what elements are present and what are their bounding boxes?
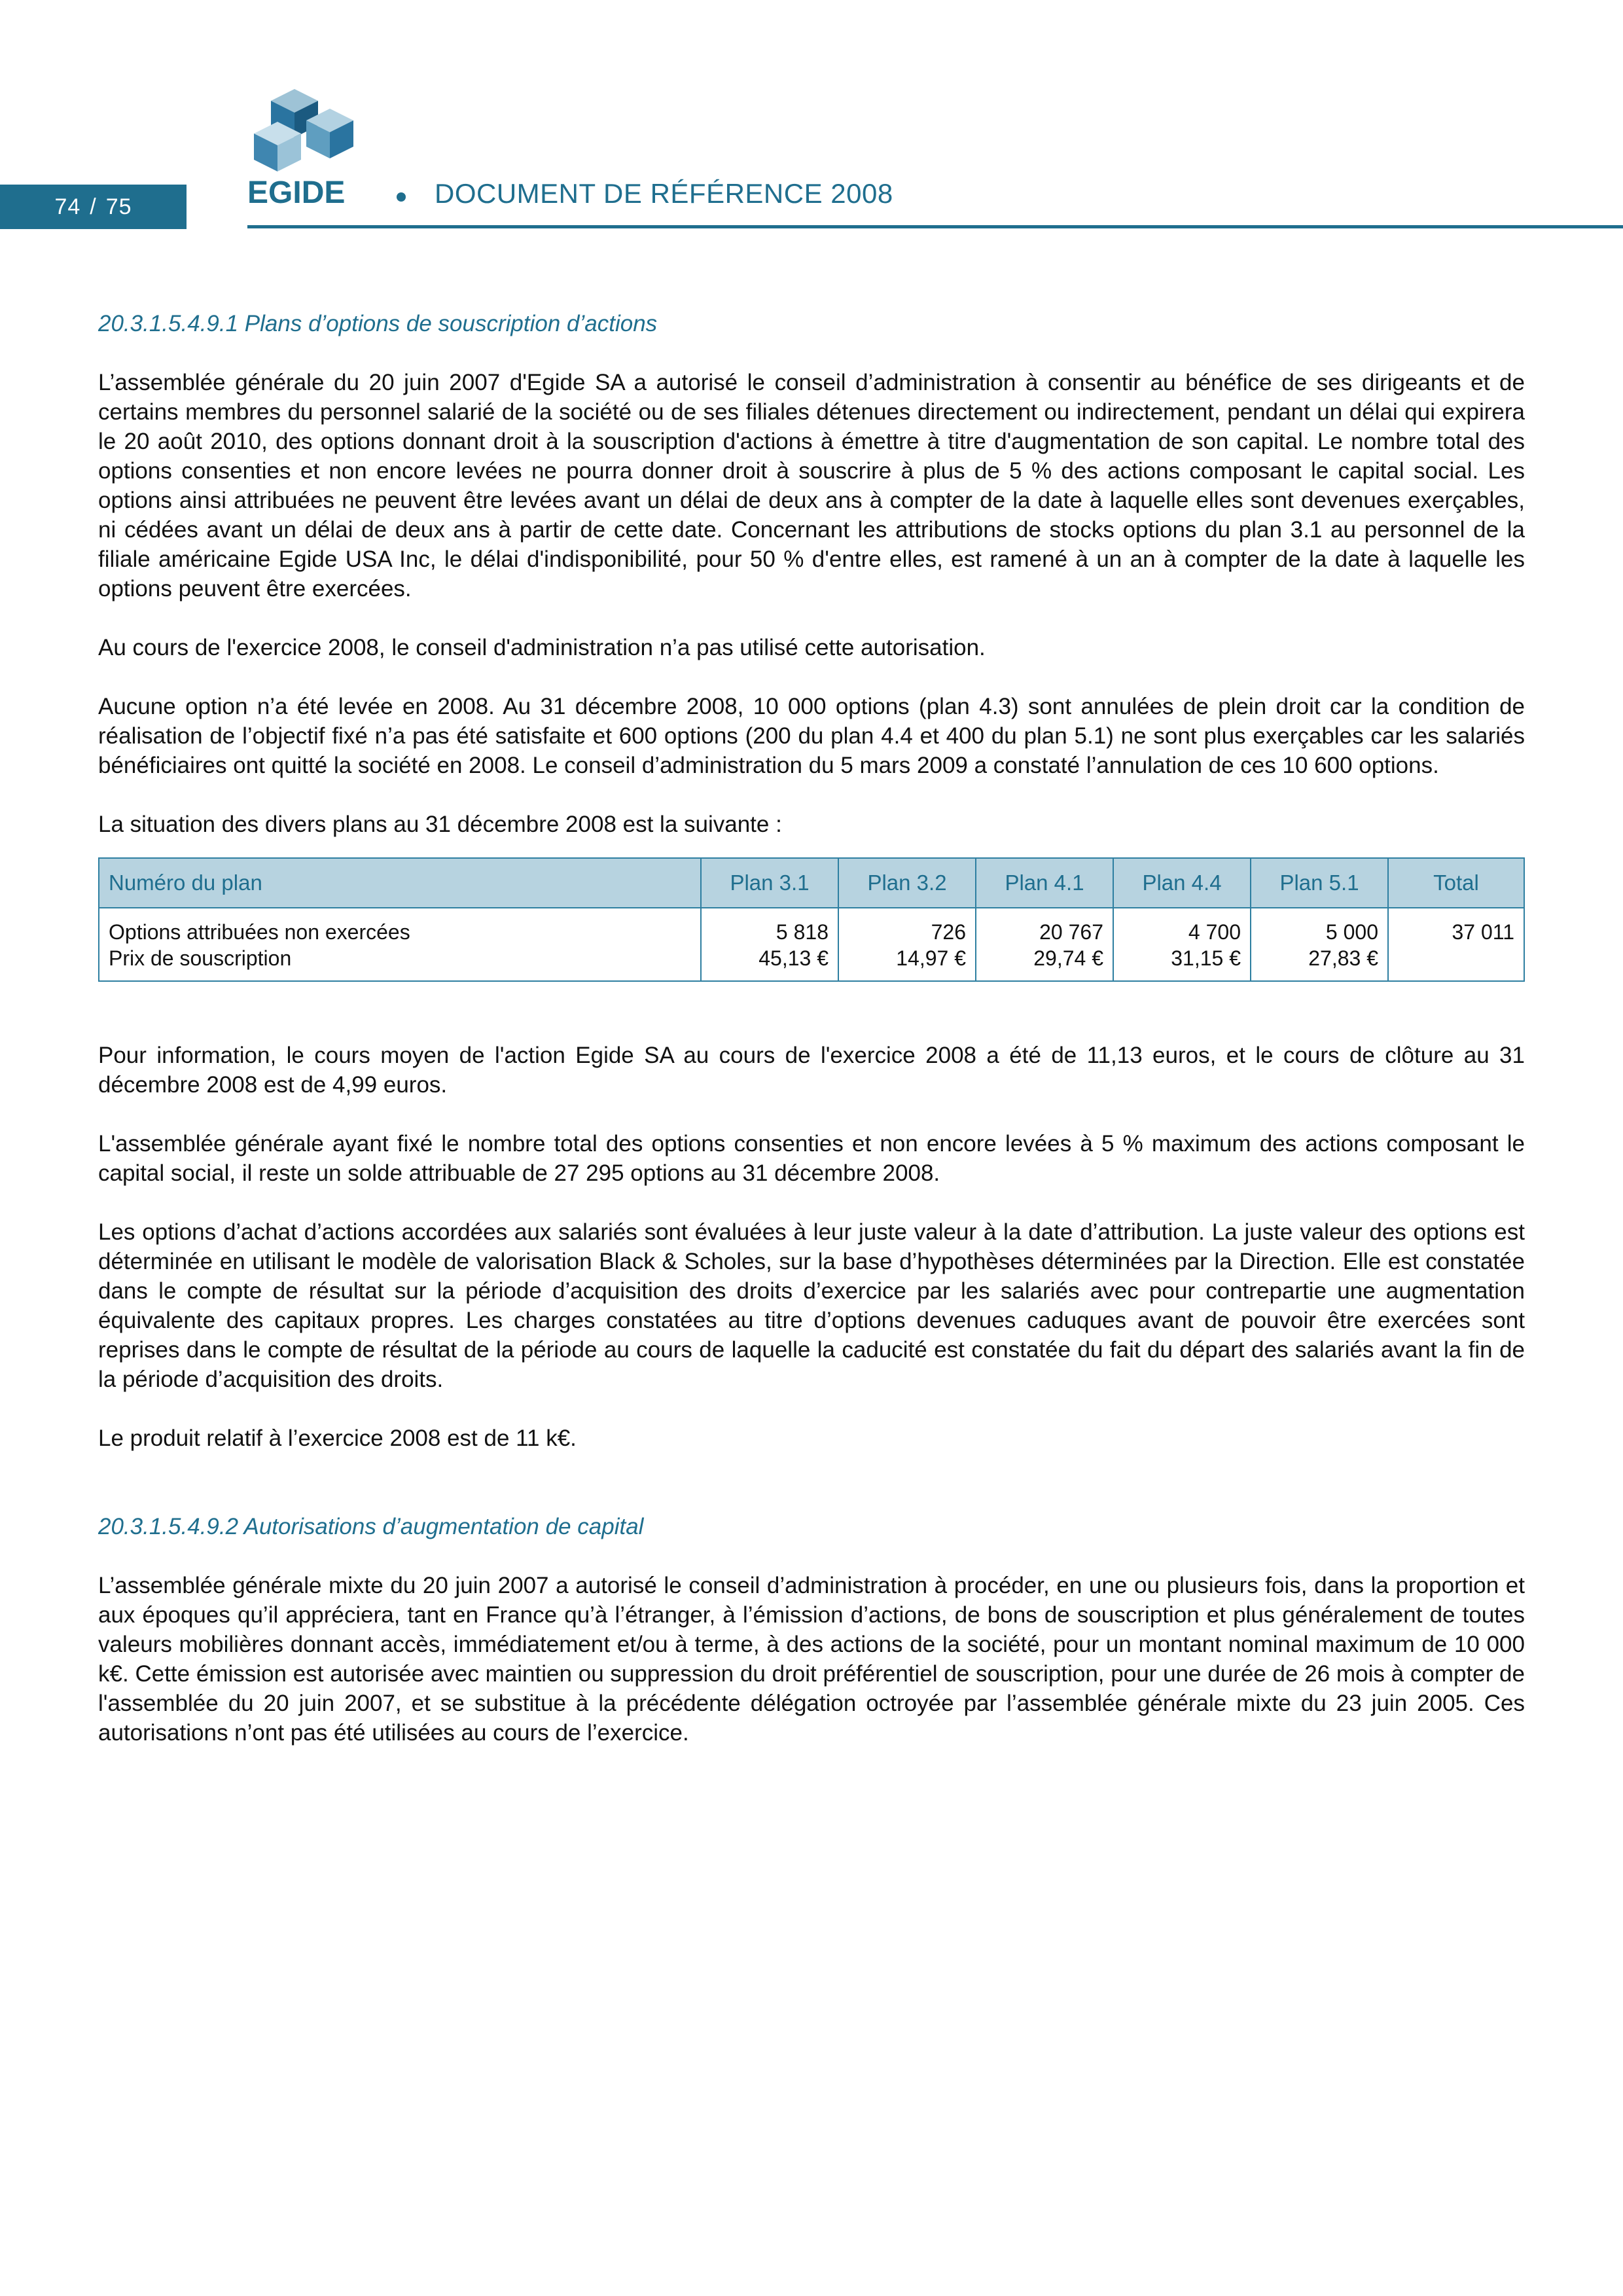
header-rule bbox=[247, 225, 1623, 228]
plans-table bbox=[98, 857, 1525, 982]
table-header-cell: Plan 3.2 bbox=[838, 858, 976, 908]
table-header-cell: Plan 3.1 bbox=[701, 858, 838, 908]
cell-prix: 29,74 € bbox=[1033, 946, 1103, 970]
paragraph-not-used: Au cours de l'exercice 2008, le conseil d'administration n’a pas utilisé cette autorisation. bbox=[98, 635, 986, 660]
cell-options: 37 011 bbox=[1452, 920, 1514, 944]
table-cell-total bbox=[1388, 908, 1524, 981]
cell-prix: 27,83 € bbox=[1308, 946, 1378, 970]
cell-options: 726 bbox=[931, 920, 966, 944]
cell-prix: 31,15 € bbox=[1171, 946, 1241, 970]
table-cell-plan-4-1 bbox=[976, 908, 1113, 981]
table-header-cell: Plan 5.1 bbox=[1251, 858, 1388, 908]
page-separator: / bbox=[90, 194, 97, 219]
paragraph-valuation: Les options d’achat d’actions accordées aux salariés sont évaluées à leur juste valeur à la date d’attribution. La juste valeur des options est déterminée en utilisant le modèle de valorisation Black & Scholes, sur la base d’hypothèses déterminées par la Direction. Elle est constatée dans le compte de résultat sur la période d’acquisition des droits d’exercice par les salariés avec pour contrepartie une augmentation équivalente des capitaux propres. Les charges constatées au titre d’options devenues caduques avant de pouvoir être exercées sont reprises dans le compte de résultat de la période au cours de laquelle la caducité est constatée du fait du départ des salariés avant la fin de la période d’acquisition des droits. bbox=[98, 1219, 1525, 1392]
table-header-row bbox=[99, 858, 1524, 908]
cell-options: 5 000 bbox=[1325, 920, 1378, 944]
paragraph-share-price: Pour information, le cours moyen de l'action Egide SA au cours de l'exercice 2008 a été de 11,13 euros, et le cours de clôture au 31 décembre 2008 est de 4,99 euros. bbox=[98, 1043, 1525, 1098]
page-number-tab bbox=[0, 185, 187, 229]
row-label-prix: Prix de souscription bbox=[109, 946, 292, 970]
cell-prix: 14,97 € bbox=[896, 946, 966, 970]
paragraph-cancellations: Aucune option n’a été levée en 2008. Au 31 décembre 2008, 10 000 options (plan 4.3) sont annulées de plein droit car la condition de réalisation de l’objectif fixé n’a pas été satisfaite et 600 options (200 du plan 4.4 et 400 du plan 5.1) ne sont plus exerçables car les salariés bénéficiaires ont quitté la société en 2008. Le conseil d’administration du 5 mars 2009 a constaté l’annulation de ces 10 600 options. bbox=[98, 694, 1525, 778]
paragraph-table-intro: La situation des divers plans au 31 décembre 2008 est la suivante : bbox=[98, 812, 782, 837]
cell-options: 20 767 bbox=[1039, 920, 1103, 944]
page-content bbox=[98, 309, 1525, 1748]
paragraph-ag-authorization: L’assemblée générale du 20 juin 2007 d'Egide SA a autorisé le conseil d’administration à consentir au bénéfice de ses dirigeants et de certains membres du personnel salarié de la société ou de ses filiales détenues directement ou indirectement, pendant un délai qui expirera le 20 août 2010, des options donnant droit à la souscription d'actions à émettre à titre d'augmentation de son capital. Le nombre total des options consenties et non encore levées ne pourra donner droit à souscrire à plus de 5 % des actions composant le capital social. Les options ainsi attribuées ne peuvent être levées avant un délai de deux ans à compter de la date à laquelle elles sont devenues exerçables, ni cédées avant un délai de deux ans à partir de cette date. Concernant les attributions de stocks options du plan 3.1 au personnel de la filiale américaine Egide USA Inc, le délai d'indisponibilité, pour 50 % d'entre elles, est ramené à un an à compter de la date à laquelle les options peuvent être exercées. bbox=[98, 370, 1525, 601]
document-title: DOCUMENT DE RÉFÉRENCE 2008 bbox=[435, 178, 893, 209]
table-row bbox=[99, 908, 1524, 981]
table-cell-plan-5-1 bbox=[1251, 908, 1388, 981]
table-cell-plan-3-1 bbox=[701, 908, 838, 981]
table-header-cell: Plan 4.4 bbox=[1113, 858, 1251, 908]
table-cell-plan-4-4 bbox=[1113, 908, 1251, 981]
paragraph-remaining-balance: L'assemblée générale ayant fixé le nombre total des options consenties et non encore levées à 5 % maximum des actions composant le capital social, il reste un solde attribuable de 27 295 options au 31 décembre 2008. bbox=[98, 1131, 1525, 1186]
section-title-options-plans: 20.3.1.5.4.9.1 Plans d’options de souscription d’actions bbox=[98, 311, 658, 336]
section-title-capital-increase: 20.3.1.5.4.9.2 Autorisations d’augmentation de capital bbox=[98, 1514, 644, 1539]
paragraph-income: Le produit relatif à l’exercice 2008 est de 11 k€. bbox=[98, 1426, 577, 1451]
row-label-options: Options attribuées non exercées bbox=[109, 920, 410, 944]
page-total: 75 bbox=[105, 194, 132, 219]
header-bullet bbox=[397, 192, 406, 202]
cell-prix: 45,13 € bbox=[758, 946, 829, 970]
egide-logo bbox=[247, 86, 365, 211]
cell-options: 5 818 bbox=[776, 920, 829, 944]
table-header-cell: Plan 4.1 bbox=[976, 858, 1113, 908]
table-cell-plan-3-2 bbox=[838, 908, 976, 981]
page-current: 74 bbox=[54, 194, 81, 219]
cell-options: 4 700 bbox=[1188, 920, 1241, 944]
logo-wordmark: EGIDE bbox=[247, 175, 346, 210]
paragraph-capital-authorization: L’assemblée générale mixte du 20 juin 2007 a autorisé le conseil d’administration à procéder, en une ou plusieurs fois, dans la proportion et aux époques qu’il appréciera, tant en France qu’à l’étranger, à l’émission d’actions, de bons de souscription et plus généralement de toutes valeurs mobilières donnant accès, immédiatement et/ou à terme, à des actions de la société, pour un montant nominal maximum de 10 000 k€. Cette émission est autorisée avec maintien ou suppression du droit préférentiel de souscription, pour une durée de 26 mois à compter de l'assemblée du 20 juin 2007, et se substitue à la précédente délégation octroyée par l’assemblée générale mixte du 23 juin 2005. Ces autorisations n’ont pas été utilisées au cours de l’exercice. bbox=[98, 1573, 1525, 1746]
table-row-labels bbox=[99, 908, 701, 981]
table-header-cell: Numéro du plan bbox=[99, 858, 701, 908]
table-header-cell: Total bbox=[1388, 858, 1524, 908]
